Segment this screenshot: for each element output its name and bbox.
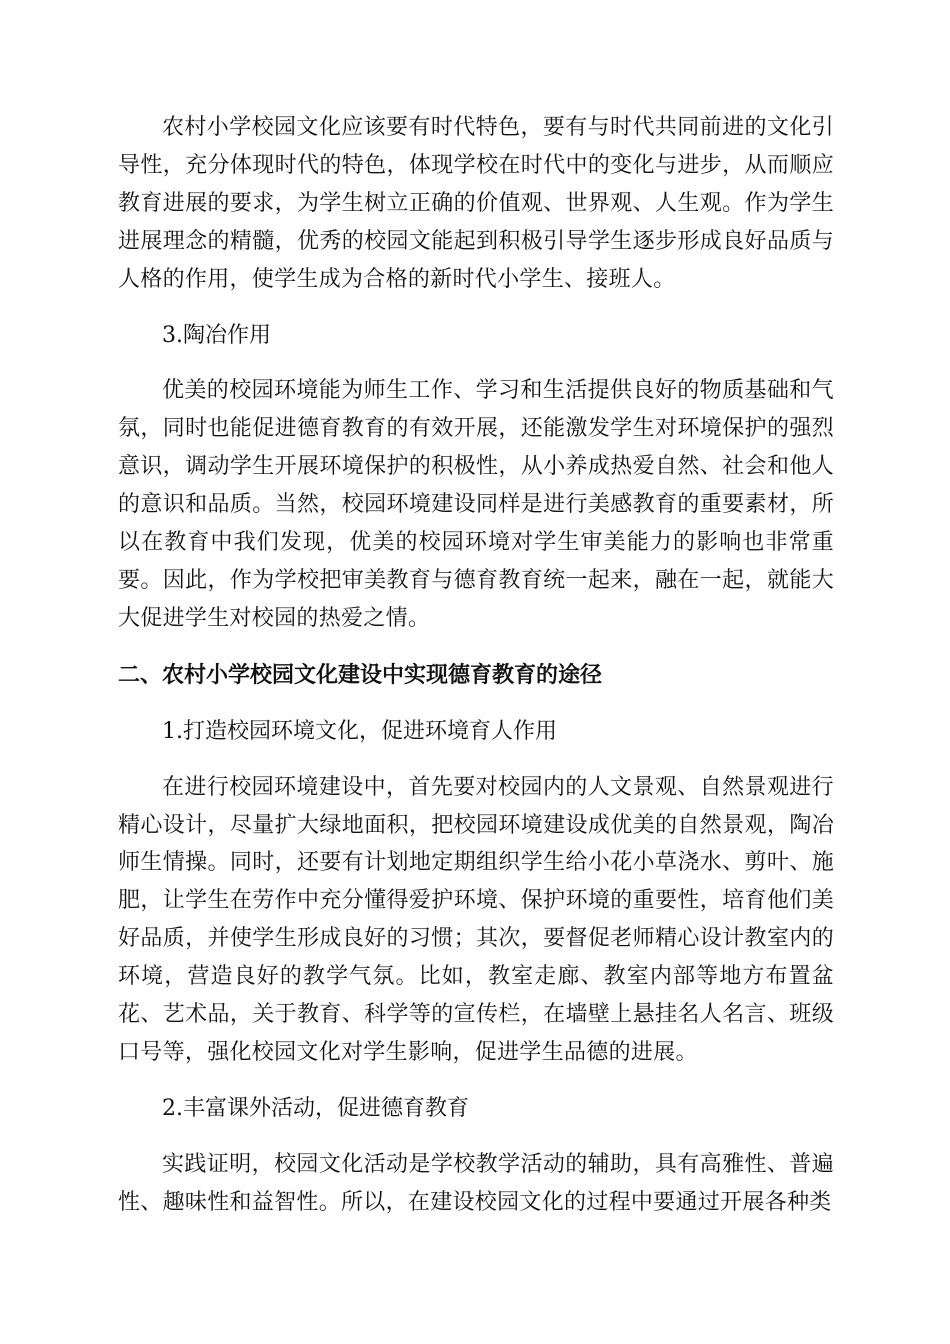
spacer <box>118 695 834 713</box>
spacer <box>118 751 834 769</box>
spacer <box>118 299 834 317</box>
paragraph-campus-environment: 优美的校园环境能为师生工作、学习和生活提供良好的物质基础和气氛，同时也能促进德育教育的有效开展，还能激发学生对环境保护的强烈意识，调动学生开展环境保护的积极性，从小养成热爱自然、社会和他人的意识和品质。当然，校园环境建设同样是进行美感教育的重要素材，所以在教育中我们发现，优美的校园环境对学生审美能力的影响也非常重要。因此，作为学校把审美教育与德育教育统一起来，融在一起，就能大大促进学生对校园的热爱之情。 <box>118 378 834 631</box>
paragraph-era-characteristics: 农村小学校园文化应该要有时代特色，要有与时代共同前进的文化引导性，充分体现时代的特色，体现学校在时代中的变化与进步，从而顺应教育进展的要求，为学生树立正确的价值观、世界观、人生观。作为学生进展理念的精髓，优秀的校园文能起到积极引导学生逐步形成良好品质与人格的作用，使学生成为合格的新时代小学生、接班人。 <box>118 115 834 292</box>
subheading-cultivation-role: 3.陶冶作用 <box>162 322 271 348</box>
spacer <box>118 1072 834 1090</box>
paragraph-environment-construction: 在进行校园环境建设中，首先要对校园内的人文景观、自然景观进行精心设计，尽量扩大绿地面积，把校园环境建设成优美的自然景观，陶冶师生情操。同时，还要有计划地定期组织学生给小花小草浇水、剪叶、施肥，让学生在劳作中充分懂得爱护环境、保护环境的重要性，培育他们美好品质，并使学生形成良好的习惯；其次，要督促老师精心设计教室内的环境，营造良好的教学气氛。比如，教室走廊、教室内部等地方布置盆花、艺术品，关于教育、科学等的宣传栏，在墙壁上悬挂名人名言、班级口号等，强化校园文化对学生影响，促进学生品德的进展。 <box>118 774 834 1065</box>
spacer <box>118 354 834 372</box>
subheading-environment-culture: 1.打造校园环境文化，促进环境育人作用 <box>162 718 557 744</box>
subheading-extracurricular-activities: 2.丰富课外活动，促进德育教育 <box>162 1095 469 1121</box>
paragraph-practice-proves: 实践证明，校园文化活动是学校教学活动的辅助，具有高雅性、普遍性、趣味性和益智性。所以，在建设校园文化的过程中要通过开展各种类 <box>118 1151 834 1215</box>
section-heading-moral-education-paths: 二、农村小学校园文化建设中实现德育教育的途径 <box>118 662 603 688</box>
spacer <box>118 638 834 657</box>
spacer <box>118 1128 834 1146</box>
document-page <box>118 109 834 1222</box>
